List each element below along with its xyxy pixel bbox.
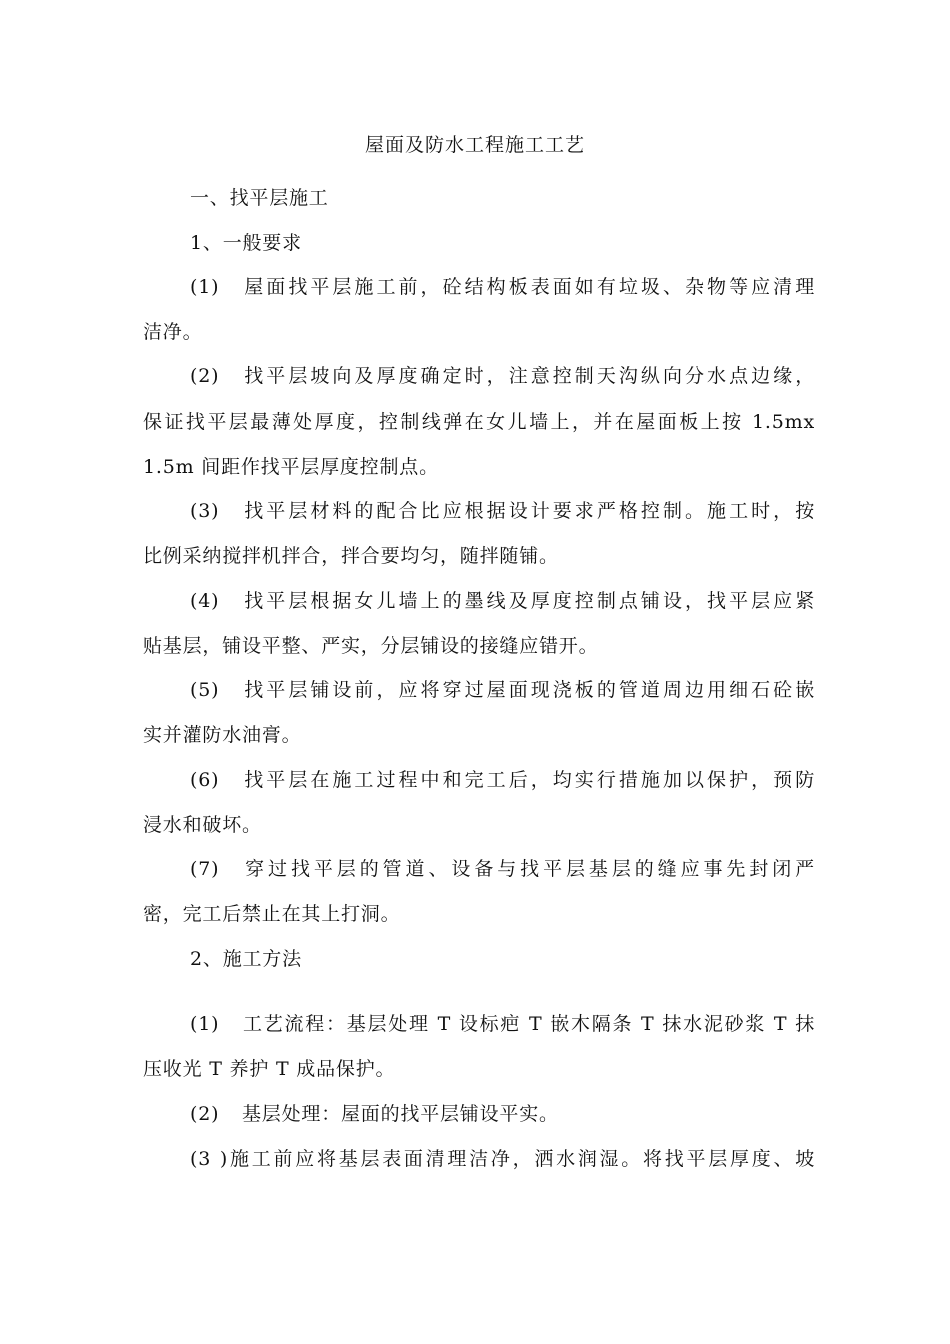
paragraph-text: 施工前应将基层表面清理洁净，洒水润湿。将找平层厚度、坡: [228, 1148, 815, 1170]
item-number: (5): [190, 679, 220, 701]
subsection-heading: 1、一般要求: [190, 232, 302, 254]
paragraph-line: 压收光 T 养护 T 成品保护。: [143, 1058, 396, 1080]
item-number: (7): [190, 858, 220, 880]
item-number: (1): [190, 1013, 220, 1035]
paragraph-line: [190, 273, 815, 301]
paragraph-text: 找平层在施工过程中和完工后，均实行措施加以保护，预防: [242, 769, 815, 791]
item-number: (3 ): [190, 1148, 229, 1170]
item-number: (1): [190, 276, 220, 298]
paragraph-text: 屋面找平层施工前，砼结构板表面如有垃圾、杂物等应清理: [242, 276, 815, 298]
paragraph-line: [190, 676, 815, 704]
paragraph-line: 贴基层，铺设平整、严实，分层铺设的接缝应错开。: [143, 635, 599, 657]
document-title: 屋面及防水工程施工工艺: [364, 134, 585, 156]
item-number: (6): [190, 769, 220, 791]
paragraph-line: 密，完工后禁止在其上打洞。: [143, 903, 401, 925]
paragraph-line: 1.5m 间距作找平层厚度控制点。: [143, 456, 439, 478]
paragraph-line: [190, 1145, 815, 1173]
section-heading: 一、找平层施工: [190, 187, 329, 209]
paragraph-line: [190, 362, 815, 390]
paragraph-line: [190, 1100, 815, 1128]
paragraph-line: 浸水和破坏。: [143, 814, 262, 836]
item-number: (2): [190, 365, 220, 387]
paragraph-line: 洁净。: [143, 321, 203, 343]
paragraph-text: 找平层材料的配合比应根据设计要求严格控制。施工时，按: [242, 500, 815, 522]
paragraph-line: [190, 1010, 815, 1038]
subsection-heading: 2、施工方法: [190, 948, 302, 970]
paragraph-line: 保证找平层最薄处厚度，控制线弹在女儿墙上，并在屋面板上按 1.5mx: [143, 411, 815, 433]
paragraph-line: 比例采纳搅拌机拌合，拌合要均匀，随拌随铺。: [143, 545, 559, 567]
paragraph-text: 工艺流程：基层处理 T 设标疤 T 嵌木隔条 T 抹水泥砂浆 T 抹: [242, 1013, 815, 1035]
paragraph-text: 找平层铺设前，应将穿过屋面现浇板的管道周边用细石砼嵌: [242, 679, 815, 701]
item-number: (3): [190, 500, 220, 522]
paragraph-text: 找平层坡向及厚度确定时，注意控制天沟纵向分水点边缘，: [242, 365, 815, 387]
paragraph-text: 找平层根据女儿墙上的墨线及厚度控制点铺设，找平层应紧: [242, 590, 815, 612]
paragraph-line: 实并灌防水油膏。: [143, 724, 302, 746]
paragraph-line: [190, 766, 815, 794]
item-number: (4): [190, 590, 220, 612]
paragraph-line: [190, 855, 815, 883]
item-number: (2): [190, 1103, 220, 1125]
paragraph-text: 基层处理：屋面的找平层铺设平实。: [242, 1103, 559, 1125]
paragraph-line: [190, 497, 815, 525]
paragraph-line: [190, 587, 815, 615]
paragraph-text: 穿过找平层的管道、设备与找平层基层的缝应事先封闭严: [242, 858, 815, 880]
